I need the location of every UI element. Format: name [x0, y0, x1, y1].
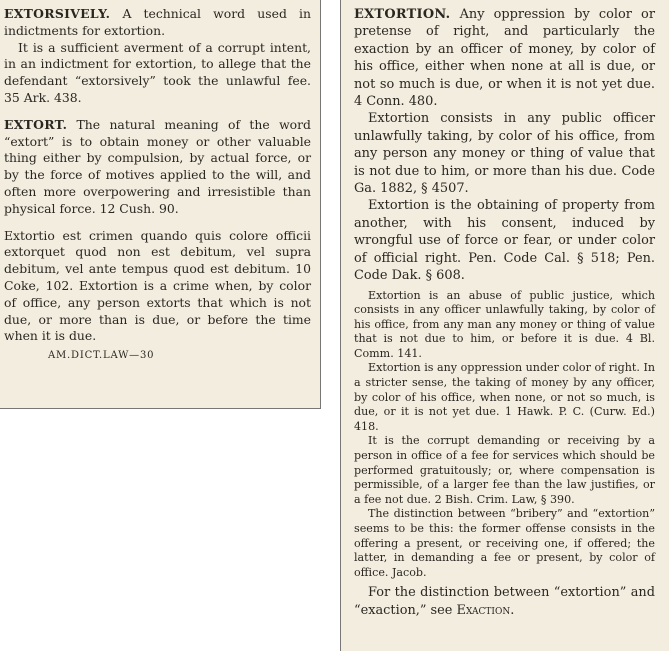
definition-extortion: Any oppression by color or pretense of right, and particularly the exaction by an officer of money, by color of his office, either when none at all is due, or not so much is due, or when it is not yet due. 4 Conn. 480.: [354, 7, 655, 110]
extortion-note-2: Extortion is any oppression under color of right. In a stricter sense, the taking of money by any officer, by color of his office, when none, or not so much, is due, or it is not yet due. 1 Hawk. P. C. (Curw. Ed.) 418.: [354, 361, 655, 433]
left-frame-right: [320, 0, 321, 409]
cross-reference-text: For the distinction between “extortion” and “exaction,” see: [354, 585, 655, 618]
note-extorsively: It is a sufficient averment of a corrupt intent, in an indictment for extortion, to allege that the defendant “extorsively” took the unlawful fee. 35 Ark. 438.: [4, 39, 311, 105]
extortion-note-3: It is the corrupt demanding or receiving by a person in office of a fee for services which should be performed gratuitously; or, where compensation is permissible, of a larger fee than the law justifies, or a fee not due. 2 Bish. Crim. Law, § 390.: [354, 434, 655, 506]
entry-extorsively: [4, 6, 311, 40]
extortion-paragraph-2: Extortion is the obtaining of property from another, with his consent, induced by wrongful use of force or fear, or under color of official right. Pen. Code Cal. § 518; Pen. Code Dak. § 608.: [354, 198, 655, 284]
latin-maxim: Extortio est crimen quando quis colore officii extorquet quod non est debitum, vel supra debitum, vel ante tempus quod est debitum. 10 Coke, 102. Extortion is a crime when, by color of office, any person extorts that which is not due, or more than is due, or before the time when it is due.: [4, 227, 311, 344]
cross-reference: [354, 584, 655, 619]
page-footer: AM.DICT.LAW—30: [48, 350, 155, 362]
term-extorsively: EXTORSIVELY.: [4, 6, 111, 21]
left-clipping: [0, 0, 320, 408]
extortion-note-4: The distinction between “bribery” and “extortion” seems to be this: the former offense consists in the offering a present, or receiving one, if offered; the latter, in demanding a fee or present, by color of office. Jacob.: [354, 507, 655, 579]
left-frame-bottom: [0, 408, 320, 409]
cross-reference-link[interactable]: Exaction.: [456, 602, 515, 618]
entry-extort: [4, 117, 311, 218]
term-extort: EXTORT.: [4, 116, 68, 132]
entry-extortion: [354, 6, 655, 110]
extortion-note-1: Extortion is an abuse of public justice, which consists in any officer unlawfully taking, by color of his office, from any man any money or thing of value that is not due to him, or before it is due. 4 Bl. Comm. 141.: [354, 288, 655, 360]
extortion-paragraph-1: Extortion consists in any public officer unlawfully taking, by color of his office, from any person any money or thing of value that is not due to him, or more than his due. Code Ga. 1882, § 4507.: [354, 111, 655, 197]
right-clipping: [341, 0, 669, 651]
definition-extorsively: A technical word used in indictments for extortion.: [4, 6, 311, 38]
term-extortion: EXTORTION.: [354, 7, 451, 22]
definition-extort: The natural meaning of the word “extort” is to obtain money or other valuable thing either by compulsion, by actual force, or by the force of motives applied to the will, and often more overpowering and irresistible than physical force. 12 Cush. 90.: [4, 116, 311, 216]
